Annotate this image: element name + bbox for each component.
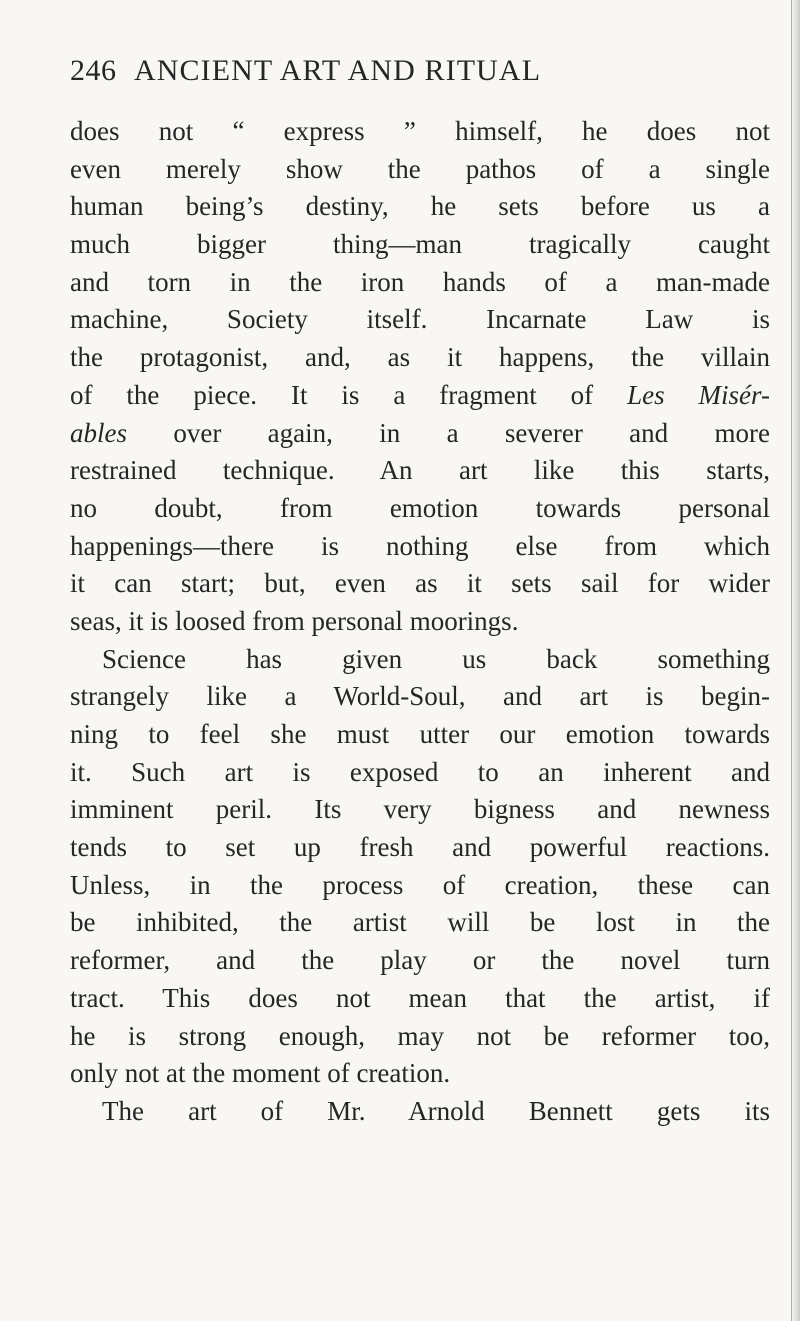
text-line: machine, Society itself. Incarnate Law is xyxy=(70,304,770,335)
body-text xyxy=(70,113,770,1131)
text-line: happenings—there is nothing else from which xyxy=(70,530,770,561)
running-head xyxy=(70,51,770,91)
text-line: it can start; but, even as it sets sail for wider xyxy=(70,568,770,599)
running-title: ANCIENT ART AND RITUAL xyxy=(134,54,542,87)
text-line: much bigger thing—man tragically caught xyxy=(70,229,770,260)
text-line: does not “ express ” himself, he does not xyxy=(70,116,770,146)
italic-title-fragment: Les Misér- xyxy=(627,379,770,410)
text-line: ning to feel she must utter our emotion towards xyxy=(70,719,770,749)
text-line: tract. This does not mean that the artist, if xyxy=(70,982,770,1013)
text-line: restrained technique. An art like this starts, xyxy=(70,455,770,486)
text-line xyxy=(70,377,770,415)
page-edge-line xyxy=(791,0,792,1321)
text-line: strangely like a World-Soul, and art is begin- xyxy=(70,681,770,712)
text-run: of the piece. It is a fragment of xyxy=(70,379,628,410)
paragraph-first-line: The art of Mr. Arnold Bennett gets its xyxy=(102,1095,770,1126)
text-line: and torn in the iron hands of a man-made xyxy=(70,266,770,297)
paragraph-first-line: Science has given us back something xyxy=(102,643,770,674)
text-line: tends to set up fresh and powerful reactions. xyxy=(70,832,770,863)
text-line: only not at the moment of creation. xyxy=(70,1058,451,1089)
text-line xyxy=(70,415,770,453)
text-line: the protagonist, and, as it happens, the villain xyxy=(70,342,770,373)
text-line: no doubt, from emotion towards personal xyxy=(70,492,770,523)
text-line: it. Such art is exposed to an inherent and xyxy=(70,756,770,787)
text-line: reformer, and the play or the novel turn xyxy=(70,945,770,976)
text-line: imminent peril. Its very bigness and newness xyxy=(70,794,770,825)
text-line: Unless, in the process of creation, these can xyxy=(70,869,770,900)
text-line: he is strong enough, may not be reformer too, xyxy=(70,1020,770,1051)
page-number: 246 xyxy=(70,54,117,87)
text-line: seas, it is loosed from personal moorings. xyxy=(70,605,519,636)
italic-title-fragment: ables xyxy=(70,417,127,448)
text-line: be inhibited, the artist will be lost in the xyxy=(70,907,770,938)
text-run: over again, in a severer and more xyxy=(127,417,770,448)
text-line: human being’s destiny, he sets before us a xyxy=(70,191,770,222)
text-line: even merely show the pathos of a single xyxy=(70,153,770,184)
